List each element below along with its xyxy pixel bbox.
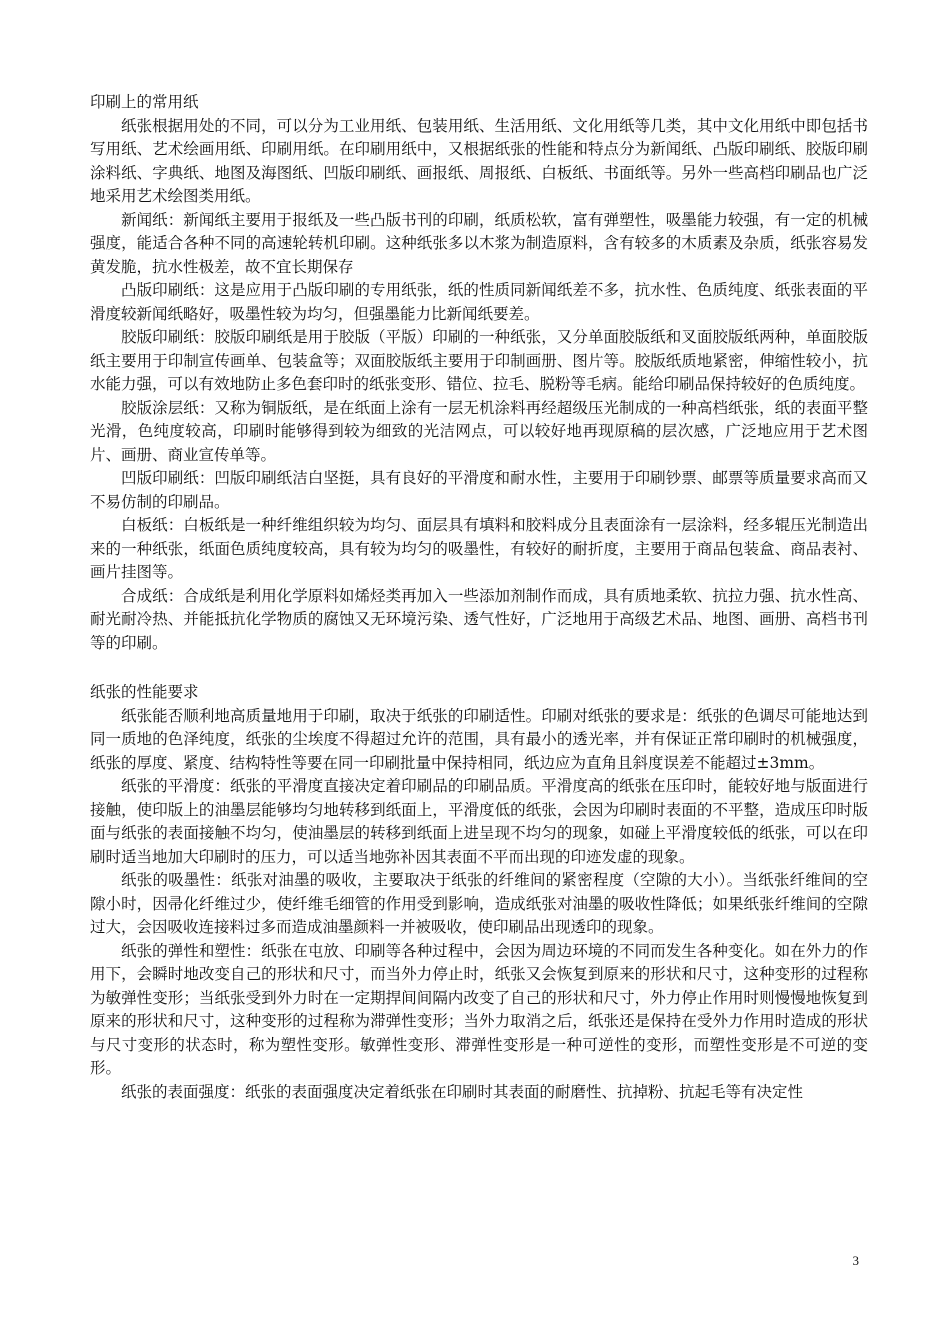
paragraph-newsprint: 新闻纸：新闻纸主要用于报纸及一些凸版书刊的印刷，纸质松软，富有弹塑性，吸墨能力较强，有一定的机械强度，能适合各种不同的高速轮转机印刷。这种纸张多以木浆为制造原料，含有较多的木质素及杂质，纸张容易发黄发脆，抗水性极差，故不宜长期保存 [90, 210, 868, 276]
page-number: 3 [852, 1253, 859, 1268]
paragraph-paper-classification: 纸张根据用处的不同，可以分为工业用纸、包装用纸、生活用纸、文化用纸等几类，其中文化用纸中即包括书写用纸、艺术绘画用纸、印刷用纸。在印刷用纸中，又根据纸张的性能和特点分为新闻纸、凸版印刷纸、胶版印刷涂料纸、字典纸、地图及海图纸、凹版印刷纸、画报纸、周报纸、白板纸、书面纸等。另外一些高档印刷品也广泛地采用艺术绘图类用纸。 [90, 116, 868, 205]
paragraph-gravure-paper: 凹版印刷纸：凹版印刷纸洁白坚挺，具有良好的平滑度和耐水性，主要用于印刷钞票、邮票等质量要求高而又不易仿制的印刷品。 [90, 469, 868, 511]
paragraph-coated-paper: 胶版涂层纸：又称为铜版纸，是在纸面上涂有一层无机涂料再经超级压光制成的一种高档纸张，纸的表面平整光滑，色纯度较高，印刷时能够得到较为细致的光洁网点，可以较好地再现原稿的层次感，广泛地应用于艺术图片、画册、商业宣传单等。 [90, 398, 868, 464]
section-heading-paper-performance: 纸张的性能要求 [90, 683, 199, 701]
paragraph-letterpress-paper: 凸版印刷纸：这是应用于凸版印刷的专用纸张，纸的性质同新闻纸差不多，抗水性、色质纯度、纸张表面的平滑度较新闻纸略好，吸墨性较为均匀，但强墨能力比新闻纸要差。 [90, 281, 868, 323]
paragraph-printability: 纸张能否顺利地高质量地用于印刷，取决于纸张的印刷适性。印刷对纸张的要求是：纸张的色调尽可能地达到同一质地的色泽纯度，纸张的尘埃度不得超过允许的范围，具有最小的透光率，并有保证正常印刷时的机械强度，纸张的厚度、紧度、结构特性等要在同一印刷批量中保持相同，纸边应为直角且斜度误差不能超过±3mm。 [90, 706, 868, 772]
paragraph-offset-paper: 胶版印刷纸：胶版印刷纸是用于胶版（平版）印刷的一种纸张，又分单面胶版纸和叉面胶版纸两种，单面胶版纸主要用于印制宣传画单、包装盒等；双面胶版纸主要用于印制画册、图片等。胶版纸质地紧密，伸缩性较小，抗水能力强，可以有效地防止多色套印时的纸张变形、错位、拉毛、脱粉等毛病。能给印刷品保持较好的色质纯度。 [90, 328, 868, 393]
paragraph-surface-strength: 纸张的表面强度：纸张的表面强度决定着纸张在印刷时其表面的耐磨性、抗掉粉、抗起毛等有决定性 [121, 1082, 804, 1101]
document-body [90, 91, 868, 1104]
section-spacer [90, 655, 868, 681]
paragraph-whiteboard-paper: 白板纸：白板纸是一种纤维组织较为均匀、面层具有填料和胶料成分且表面涂有一层涂料，经多辊压光制造出来的一种纸张，纸面色质纯度较高，具有较为均匀的吸墨性，有较好的耐折度，主要用于商品包装盒、商品表衬、画片挂图等。 [90, 516, 868, 581]
paragraph-smoothness: 纸张的平滑度：纸张的平滑度直接决定着印刷品的印刷品质。平滑度高的纸张在压印时，能较好地与版面进行接触，使印版上的油墨层能够均匀地转移到纸面上，平滑度低的纸张，会因为印刷时表面的不平整，造成压印时版面与纸张的表面接触不均匀，使油墨层的转移到纸面上进呈现不均匀的现象，如碰上平滑度较低的纸张，可以在印刷时适当地加大印刷时的压力，可以适当地弥补因其表面不平而出现的印迹发虚的现象。 [90, 777, 868, 866]
section-heading-common-paper: 印刷上的常用纸 [90, 93, 199, 111]
paragraph-elasticity-plasticity: 纸张的弹性和塑性：纸张在屯放、印刷等各种过程中，会因为周边环境的不同而发生各种变化。如在外力的作用下，会瞬时地改变自己的形状和尺寸，而当外力停止时，纸张又会恢复到原来的形状和尺寸，这种变形的过程称为敏弹性变形；当纸张受到外力时在一定期捍间间隔内改变了自己的形状和尺寸，外力停止作用时则慢慢地恢复到原来的形状和尺寸，这种变形的过程称为滞弹性变形；当外力取消之后，纸张还是保持在受外力作用时造成的形状与尺寸变形的状态时，称为塑性变形。敏弹性变形、滞弹性变形是一种可逆性的变形，而塑性变形是不可逆的变形。 [90, 941, 868, 1077]
paragraph-ink-absorbency: 纸张的吸墨性：纸张对油墨的吸收，主要取决于纸张的纤维间的紧密程度（空隙的大小）。当纸张纤维间的空隙小时，因帚化纤维过少，使纤维毛细管的作用受到影响，造成纸张对油墨的吸收性降低；如果纸张纤维间的空隙过大，会因吸收连接料过多而造成油墨颜料一并被吸收，使印刷品出现透印的现象。 [90, 871, 868, 936]
paragraph-synthetic-paper: 合成纸：合成纸是利用化学原料如烯烃类再加入一些添加剂制作而成，具有质地柔软、抗拉力强、抗水性高、耐光耐冷热、并能抵抗化学物质的腐蚀又无环境污染、透气性好，广泛地用于高级艺术品、地图、画册、高档书刊等的印刷。 [90, 586, 868, 652]
